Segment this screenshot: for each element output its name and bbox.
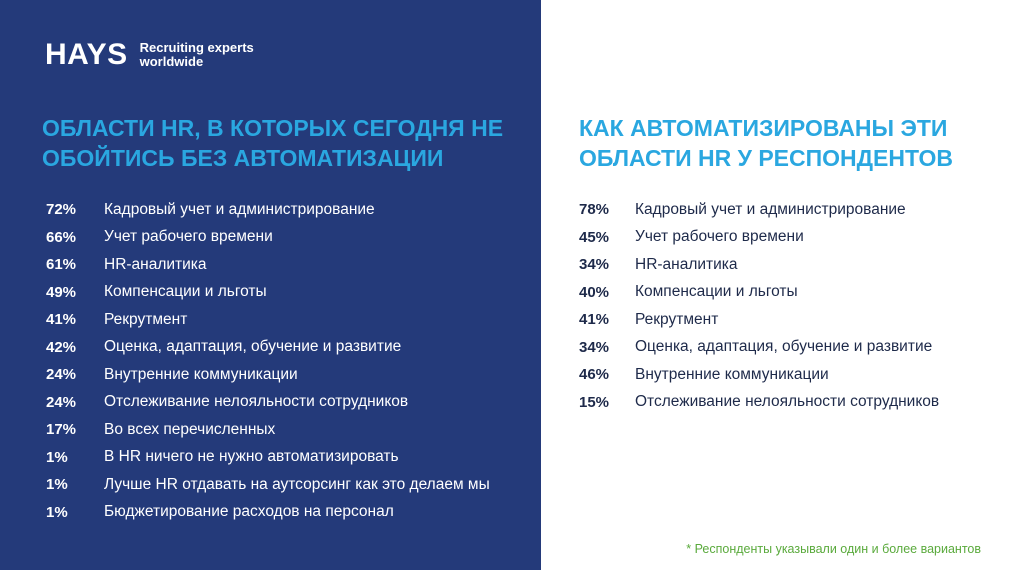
item-label: Компенсации и льготы [104, 283, 267, 301]
logo-tagline [140, 41, 254, 69]
item-label: Кадровый учет и администрирование [635, 200, 906, 218]
item-percent: 42% [46, 338, 77, 356]
list-item [40, 279, 490, 307]
item-percent: 34% [579, 338, 610, 356]
item-label: HR-аналитика [635, 255, 738, 273]
list-item [40, 251, 490, 279]
list-item [579, 306, 939, 334]
right-heading-line1: КАК АВТОМАТИЗИРОВАНЫ ЭТИ [579, 115, 948, 141]
item-label: Рекрутмент [104, 310, 188, 328]
list-item [579, 389, 939, 417]
item-label: Кадровый учет и администрирование [104, 200, 375, 218]
item-label: Лучше HR отдавать на аутсорсинг как это делаем мы [104, 475, 490, 493]
list-item [579, 251, 939, 279]
item-percent: 40% [579, 283, 610, 301]
left-heading [42, 113, 522, 173]
item-percent: 34% [579, 256, 610, 274]
item-percent: 41% [46, 311, 77, 329]
item-label: Компенсации и льготы [635, 283, 798, 301]
item-percent: 17% [46, 421, 77, 439]
list-item [579, 279, 939, 307]
hays-logo [45, 40, 254, 70]
item-label: В HR ничего не нужно автоматизировать [104, 448, 399, 466]
list-item [40, 196, 490, 224]
list-item [40, 334, 490, 362]
item-percent: 1% [46, 503, 68, 521]
item-percent: 24% [46, 393, 77, 411]
item-label: Отслеживание нелояльности сотрудников [104, 393, 409, 411]
item-percent: 1% [46, 448, 68, 466]
item-percent: 1% [46, 476, 68, 494]
logo-tagline-line1: Recruiting experts [139, 40, 254, 55]
item-percent: 66% [46, 228, 77, 246]
list-item [40, 444, 490, 472]
list-item [40, 361, 490, 389]
right-list [579, 196, 939, 416]
item-percent: 72% [46, 201, 77, 219]
item-label: Внутренние коммуникации [635, 365, 829, 383]
item-percent: 49% [46, 283, 77, 301]
footnote: * Респонденты указывали один и более вариантов [686, 542, 981, 556]
list-item [40, 224, 490, 252]
right-heading [579, 113, 1009, 173]
item-label: Оценка, адаптация, обучение и развитие [104, 338, 402, 356]
list-item [579, 196, 939, 224]
item-label: Оценка, адаптация, обучение и развитие [635, 338, 933, 356]
logo-wordmark: HAYS [45, 38, 128, 71]
item-label: Во всех перечисленных [104, 420, 276, 438]
left-list [40, 196, 490, 526]
item-label: Бюджетирование расходов на персонал [104, 503, 394, 521]
item-label: Учет рабочего времени [635, 228, 804, 246]
right-heading-line2: ОБЛАСТИ HR У РЕСПОНДЕНТОВ [579, 145, 953, 171]
list-item [40, 306, 490, 334]
item-label: Учет рабочего времени [104, 228, 273, 246]
list-item [40, 471, 490, 499]
list-item [579, 224, 939, 252]
item-label: Рекрутмент [635, 310, 719, 328]
left-heading-line1: ОБЛАСТИ HR, В КОТОРЫХ СЕГОДНЯ НЕ [42, 115, 504, 141]
item-percent: 46% [579, 366, 610, 384]
list-item [579, 361, 939, 389]
right-panel [541, 0, 1023, 570]
item-label: HR-аналитика [104, 255, 207, 273]
item-percent: 15% [579, 393, 610, 411]
list-item [40, 499, 490, 527]
item-percent: 41% [579, 311, 610, 329]
item-percent: 45% [579, 228, 610, 246]
list-item [40, 416, 490, 444]
item-label: Внутренние коммуникации [104, 365, 298, 383]
list-item [40, 389, 490, 417]
list-item [579, 334, 939, 362]
item-percent: 61% [46, 256, 77, 274]
item-label: Отслеживание нелояльности сотрудников [635, 393, 940, 411]
item-percent: 78% [579, 201, 610, 219]
item-percent: 24% [46, 366, 77, 384]
left-heading-line2: ОБОЙТИСЬ БЕЗ АВТОМАТИЗАЦИИ [42, 145, 444, 171]
logo-tagline-line2: worldwide [139, 54, 204, 69]
